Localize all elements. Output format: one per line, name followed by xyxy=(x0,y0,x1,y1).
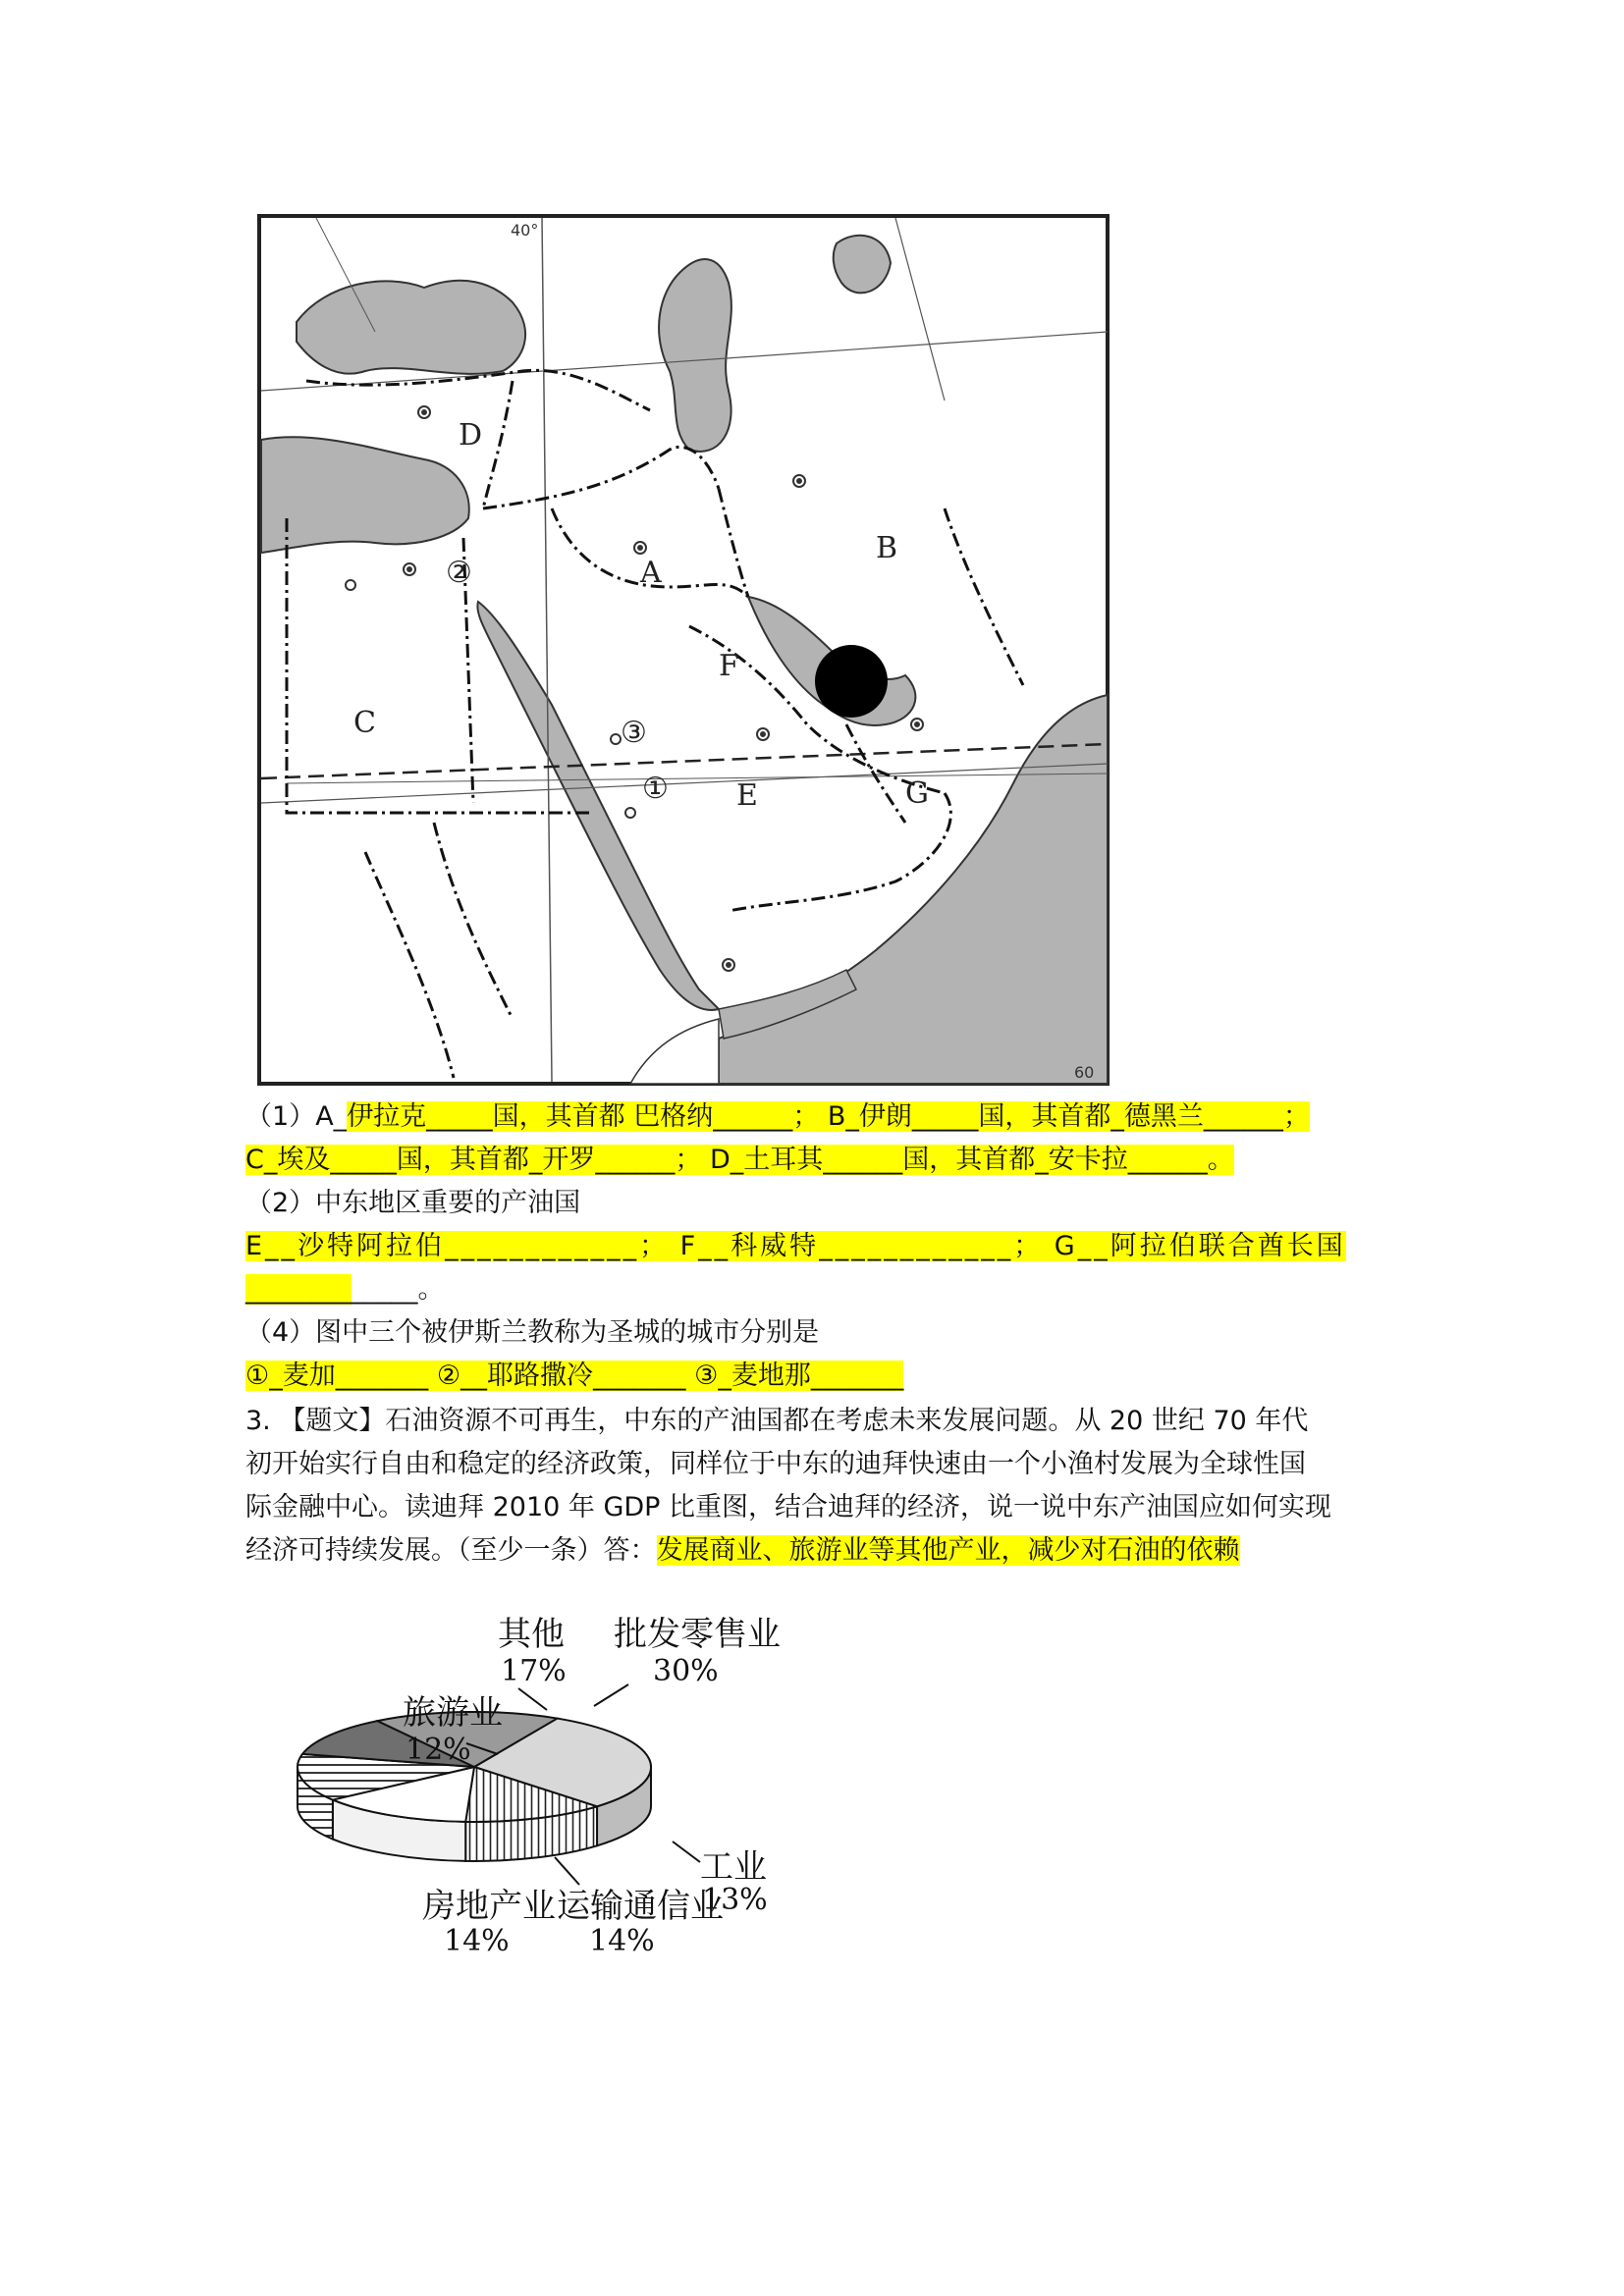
q1-c-prefix: C_ xyxy=(245,1145,278,1175)
map-letter-f: F xyxy=(719,649,739,683)
q2-g-blank-rest: _____ xyxy=(352,1274,418,1305)
slice-wholesale-retail-value: 30% xyxy=(653,1654,719,1688)
q1-d-blank1: ______ xyxy=(823,1145,903,1175)
q4-c2-mark: ②__ xyxy=(436,1361,488,1391)
q1-a-prefix: A_ xyxy=(315,1101,348,1132)
q4-c3-city: 麦地那 xyxy=(731,1361,811,1391)
q2-f-country: 科威特 xyxy=(731,1231,820,1261)
slice-transport-telecom-label: 运输通信业 xyxy=(557,1887,724,1926)
map-circled-1: ① xyxy=(642,772,669,806)
q1-d-end: 。 xyxy=(1207,1145,1234,1175)
q4-c3-blank: _______ xyxy=(810,1361,904,1391)
slice-other-label: 其他 xyxy=(498,1615,565,1654)
map-letter-g: G xyxy=(905,776,929,811)
q1-cd-answer-highlight xyxy=(245,1145,1234,1175)
q1-b-blank1: _____ xyxy=(911,1101,979,1132)
q2-g-prefix: G__ xyxy=(1054,1231,1110,1261)
map-meridian-label: 40° xyxy=(511,221,539,240)
slice-real-estate-value: 14% xyxy=(444,1924,510,1958)
q1-a-sep: ； xyxy=(792,1101,828,1132)
dubai-gdp-pie-chart xyxy=(241,1600,790,1958)
map-letter-b: B xyxy=(876,531,898,565)
q4-c1-blank: _______ xyxy=(335,1361,429,1391)
pie-svg xyxy=(241,1600,790,1958)
map-corner-label: 60 xyxy=(1074,1063,1095,1082)
q3-line-3: 际金融中心。读迪拜 2010 年 GDP 比重图，结合迪拜的经济，说一说中东产油国应如何实现 xyxy=(245,1492,1332,1522)
q1-line-1 xyxy=(245,1097,1310,1141)
q2-g-blank-highlight: ________ xyxy=(245,1274,352,1305)
q1-a-blank1: _____ xyxy=(426,1101,493,1132)
q1-b-end: ； xyxy=(1282,1101,1310,1132)
slice-wholesale-retail-label: 批发零售业 xyxy=(614,1615,781,1654)
slice-industry-value: 13% xyxy=(702,1883,768,1917)
q4-c3-mark: ③_ xyxy=(694,1361,731,1391)
map-letter-d: D xyxy=(459,418,483,453)
q1-b-capital: 德黑兰 xyxy=(1123,1101,1204,1132)
map-letter-c: C xyxy=(353,706,376,740)
q4-answers xyxy=(245,1357,903,1400)
q3-answer: 发展商业、旅游业等其他产业，减少对石油的依赖 xyxy=(656,1535,1240,1566)
q1-c-mid: 国，其首都_ xyxy=(396,1145,543,1175)
q2-heading: （2）中东地区重要的产油国 xyxy=(245,1188,581,1218)
q1-a-capital: 巴格纳 xyxy=(633,1101,714,1132)
q1-b-country: 伊朗 xyxy=(858,1101,912,1132)
q4-c1-mark: ①_ xyxy=(245,1361,283,1391)
q2-answers-cont xyxy=(245,1270,445,1313)
q1-c-capital: 开罗 xyxy=(542,1145,596,1175)
slice-wholesale-retail-leader xyxy=(594,1684,628,1706)
slice-real-estate-label: 房地产业 xyxy=(422,1887,556,1926)
q1-d-prefix: D_ xyxy=(709,1145,744,1175)
q2-answers xyxy=(245,1227,1346,1270)
q1-c-country: 埃及 xyxy=(277,1145,331,1175)
map-circled-2: ② xyxy=(446,556,472,590)
q3-line-1: 3. 【题文】石油资源不可再生，中东的产油国都在考虑未来发展问题。从 20 世纪 70 年代 xyxy=(245,1406,1309,1436)
q2-answer-highlight xyxy=(245,1231,1346,1261)
q1-b-blank2: ______ xyxy=(1203,1101,1283,1132)
q2-g-country: 阿拉伯联合酋长国 xyxy=(1110,1231,1346,1261)
map-letter-e: E xyxy=(736,778,758,813)
slice-industry-label: 工业 xyxy=(700,1847,767,1887)
middle-east-map xyxy=(257,214,1110,1086)
q4-c2-city: 耶路撒冷 xyxy=(487,1361,594,1391)
q3-line-4-prefix: 经济可持续发展。（至少一条）答： xyxy=(245,1535,657,1566)
q1-number: （1） xyxy=(245,1101,316,1132)
q1-c-blank1: _____ xyxy=(330,1145,397,1175)
q2-e-blank: ____________ xyxy=(445,1231,640,1261)
q1-b-mid: 国，其首都_ xyxy=(978,1101,1124,1132)
slice-industry-leader xyxy=(673,1842,700,1862)
q2-f-blank: ____________ xyxy=(819,1231,1014,1261)
map-circled-3: ③ xyxy=(621,716,647,750)
q4-c1-city: 麦加 xyxy=(282,1361,336,1391)
slice-other-value: 17% xyxy=(501,1654,567,1688)
q4-answer-highlight xyxy=(245,1361,903,1391)
q2-e-prefix: E__ xyxy=(245,1231,298,1261)
q2-f-sep: ； xyxy=(1013,1231,1055,1261)
q3-paragraph xyxy=(245,1400,1392,1573)
q1-line-2 xyxy=(245,1141,1234,1184)
q1-d-capital: 安卡拉 xyxy=(1048,1145,1128,1175)
map-svg xyxy=(257,214,1110,1086)
map-letter-a: A xyxy=(640,556,662,590)
q1-c-sep: ； xyxy=(675,1145,710,1175)
q3-line-2: 初开始实行自由和稳定的经济政策，同样位于中东的迪拜快速由一个小渔村发展为全球性国 xyxy=(245,1449,1306,1479)
q1-a-blank2: ______ xyxy=(713,1101,793,1132)
slice-tourism-label: 旅游业 xyxy=(403,1693,503,1733)
q1-d-blank2: ______ xyxy=(1127,1145,1208,1175)
q1-c-blank2: ______ xyxy=(595,1145,676,1175)
slice-transport-telecom-value: 14% xyxy=(589,1924,655,1958)
q2-g-end: 。 xyxy=(417,1274,445,1305)
q1-d-mid: 国，其首都_ xyxy=(902,1145,1049,1175)
q1-a-answer-highlight xyxy=(347,1101,1310,1132)
q1-a-mid: 国，其首都 xyxy=(492,1101,634,1132)
q3-line-4 xyxy=(245,1529,1392,1573)
q4-heading: （4）图中三个被伊斯兰教称为圣城的城市分别是 xyxy=(245,1317,820,1348)
q2-e-sep: ； xyxy=(639,1231,680,1261)
q2-f-prefix: F__ xyxy=(679,1231,731,1261)
q4-c2-blank: _______ xyxy=(593,1361,686,1391)
q2-e-country: 沙特阿拉伯 xyxy=(298,1231,446,1261)
slice-other-leader xyxy=(518,1688,547,1710)
q1-d-country: 土耳其 xyxy=(743,1145,824,1175)
q1-b-prefix: B_ xyxy=(827,1101,859,1132)
slice-tourism-value: 12% xyxy=(406,1733,471,1767)
q1-a-country: 伊拉克 xyxy=(347,1101,427,1132)
slice-transport-telecom-leader xyxy=(555,1857,579,1885)
